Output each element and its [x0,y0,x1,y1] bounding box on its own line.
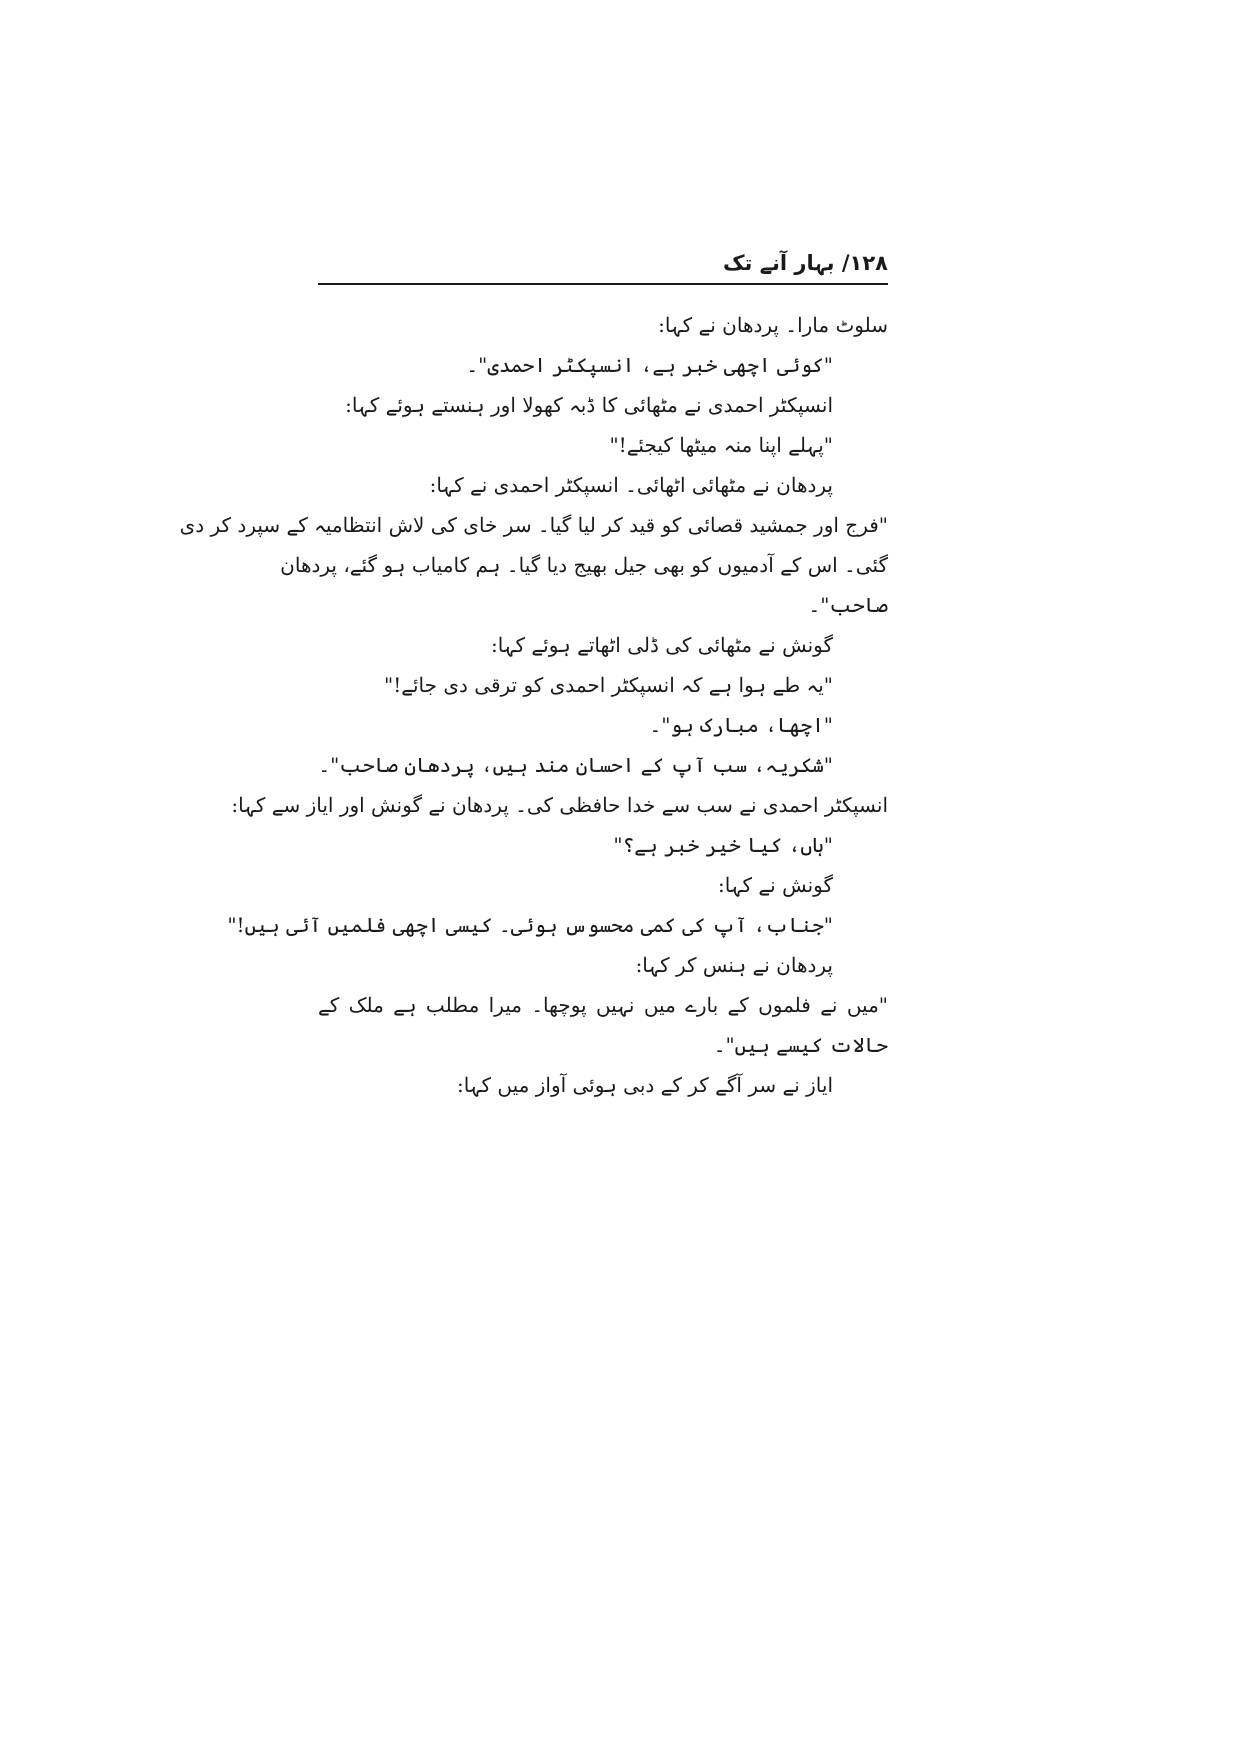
text-line: پردھان نے مٹھائی اٹھائی۔ انسپکٹر احمدی نے کہا: [429,473,833,497]
text-line: "یہ طے ہوا ہے کہ انسپکٹر احمدی کو ترقی دی جائے!" [384,673,833,697]
text-line: گونش نے مٹھائی کی ڈلی اٹھاتے ہوئے کہا: [491,633,833,657]
text-line: "شکریہ، سب آپ کے احسان مند ہیں، پردھان صاحب"۔ [318,753,833,777]
text-line: حالات کیسے ہیں"۔ [713,1033,888,1057]
text-line: سلوٹ مارا۔ پردھان نے کہا: [658,313,888,337]
text-line: صاحب"۔ [808,593,888,617]
text-line: انسپکٹر احمدی نے مٹھائی کا ڈبہ کھولا اور ہنستے ہوئے کہا: [345,393,833,417]
text-line: "اچھا، مبارک ہو"۔ [649,713,833,737]
text-line: گونش نے کہا: [718,873,833,897]
header-rule [318,283,888,285]
text-line: گئی۔ اس کے آدمیوں کو بھی جیل بھیج دیا گیا۔ ہم کامیاب ہو گئے، پردھان [280,553,888,577]
text-line: انسپکٹر احمدی نے سب سے خدا حافظی کی۔ پردھان نے گونش اور ایاز سے کہا: [231,793,888,817]
text-line: "کوئی اچھی خبر ہے، انسپکٹر احمدی"۔ [466,353,833,377]
text-line: پردھان نے ہنس کر کہا: [635,953,833,977]
text-line: "پہلے اپنا منہ میٹھا کیجئے!" [609,433,833,457]
text-line: "جناب، آپ کی کمی محسوس ہوئی۔ کیسی اچھی فلمیں آئی ہیں!" [227,913,833,937]
text-line: "ہاں، کیا خیر خبر ہے؟" [613,833,833,857]
text-line: "فرج اور جمشید قصائی کو قید کر لیا گیا۔ سر خای کی لاش انتظامیہ کے سپرد کر دی [179,513,888,537]
text-line: "میں نے فلموں کے بارے میں نہیں پوچھا۔ میرا مطلب ہے ملک کے [318,993,888,1017]
running-head: ۱۲۸/ بہار آنے تک [723,251,888,275]
text-line: ایاز نے سر آگے کر کے دبی ہوئی آواز میں کہا: [456,1073,833,1097]
page-header [318,248,888,284]
